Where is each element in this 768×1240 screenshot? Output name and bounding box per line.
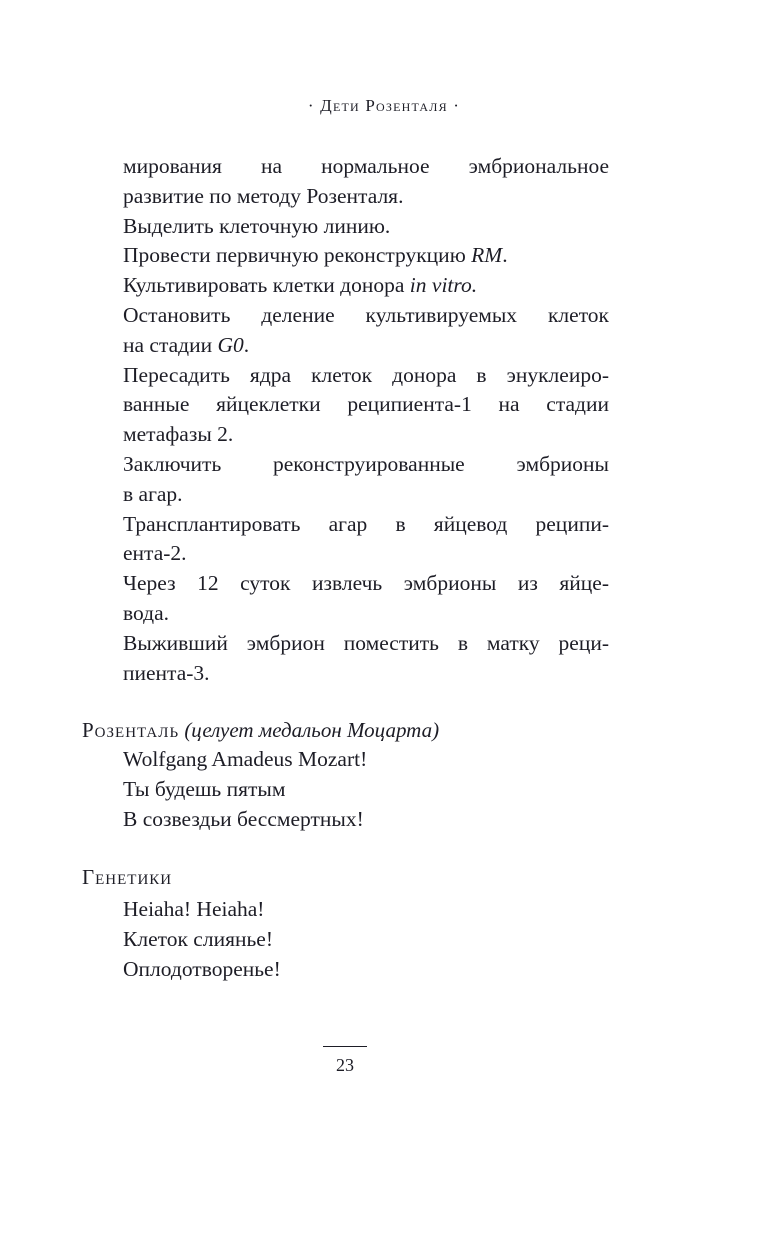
- instruction-line: [123, 629, 609, 659]
- instruction-line: [123, 659, 609, 689]
- verse-rosenthal: [123, 745, 367, 834]
- verse-line: Ты будешь пятым: [123, 776, 286, 801]
- instruction-line: [123, 182, 609, 212]
- verse-line: Клеток слиянье!: [123, 926, 273, 951]
- line-text: Трансплантировать агар в яйцевод реципи-: [123, 511, 609, 536]
- line-text: ента-2.: [123, 541, 187, 566]
- verse-line: В созвездьи бессмертных!: [123, 806, 364, 831]
- line-text: вода.: [123, 600, 169, 625]
- instruction-line: [123, 271, 609, 301]
- running-head: · Дети Розенталя ·: [307, 96, 461, 115]
- verse-genetics: [123, 895, 281, 984]
- instruction-line: [123, 450, 609, 480]
- line-text: на стадии: [123, 332, 218, 357]
- italic-term: in vitro.: [409, 273, 478, 298]
- speaker-rosenthal: [82, 718, 439, 743]
- stage-instructions: [123, 152, 609, 688]
- line-text: Пересадить ядра клеток донора в энуклеиро-: [123, 362, 609, 387]
- line-text: развитие по методу Розенталя.: [123, 183, 404, 208]
- line-text: Выживший эмбрион поместить в матку реци-: [123, 630, 609, 655]
- instruction-line: [123, 510, 609, 540]
- verse-line: Оплодотворенье!: [123, 956, 281, 981]
- page-number: 23: [336, 1055, 354, 1075]
- instruction-line: [123, 361, 609, 391]
- instruction-line: [123, 599, 609, 629]
- instruction-line: [123, 152, 609, 182]
- stage-direction: (целует медальон Моцарта): [184, 718, 440, 742]
- line-text: мирования на нормальное эмбриональное: [123, 154, 609, 178]
- instruction-line: [123, 539, 609, 569]
- instruction-line: [123, 212, 609, 242]
- line-text: ванные яйцеклетки реципиента-1 на стадии: [123, 392, 609, 417]
- line-text: Провести первичную реконструкцию: [123, 243, 472, 268]
- line-text: .: [243, 332, 250, 357]
- verse-line: Heiaha! Heiaha!: [123, 897, 265, 921]
- speaker-name: Генетики: [82, 865, 173, 889]
- speaker-genetics: [82, 865, 172, 890]
- speaker-name: Розенталь: [82, 718, 180, 742]
- instruction-line: [123, 301, 609, 331]
- instruction-line: [123, 420, 609, 450]
- page-number-rule: [323, 1046, 367, 1047]
- line-text: Через 12 суток извлечь эмбрионы из яйце-: [123, 571, 609, 596]
- line-text: .: [502, 243, 508, 268]
- line-text: пиента-3.: [123, 660, 210, 685]
- instruction-line: [123, 390, 609, 420]
- line-text: Заключить реконструированные эмбрионы: [123, 451, 609, 476]
- line-text: в агар.: [123, 481, 183, 506]
- italic-term: G0: [217, 332, 244, 357]
- line-text: Остановить деление культивируемых клеток: [123, 302, 609, 327]
- instruction-line: [123, 480, 609, 510]
- verse-line: Wolfgang Amadeus Mozart!: [123, 747, 368, 771]
- italic-term: RM: [471, 243, 503, 268]
- line-text: Выделить клеточную линию.: [123, 213, 391, 238]
- line-text: метафазы 2.: [123, 422, 234, 447]
- line-text: Культивировать клетки донора: [123, 273, 410, 298]
- instruction-line: [123, 241, 609, 271]
- instruction-line: [123, 331, 609, 361]
- instruction-line: [123, 569, 609, 599]
